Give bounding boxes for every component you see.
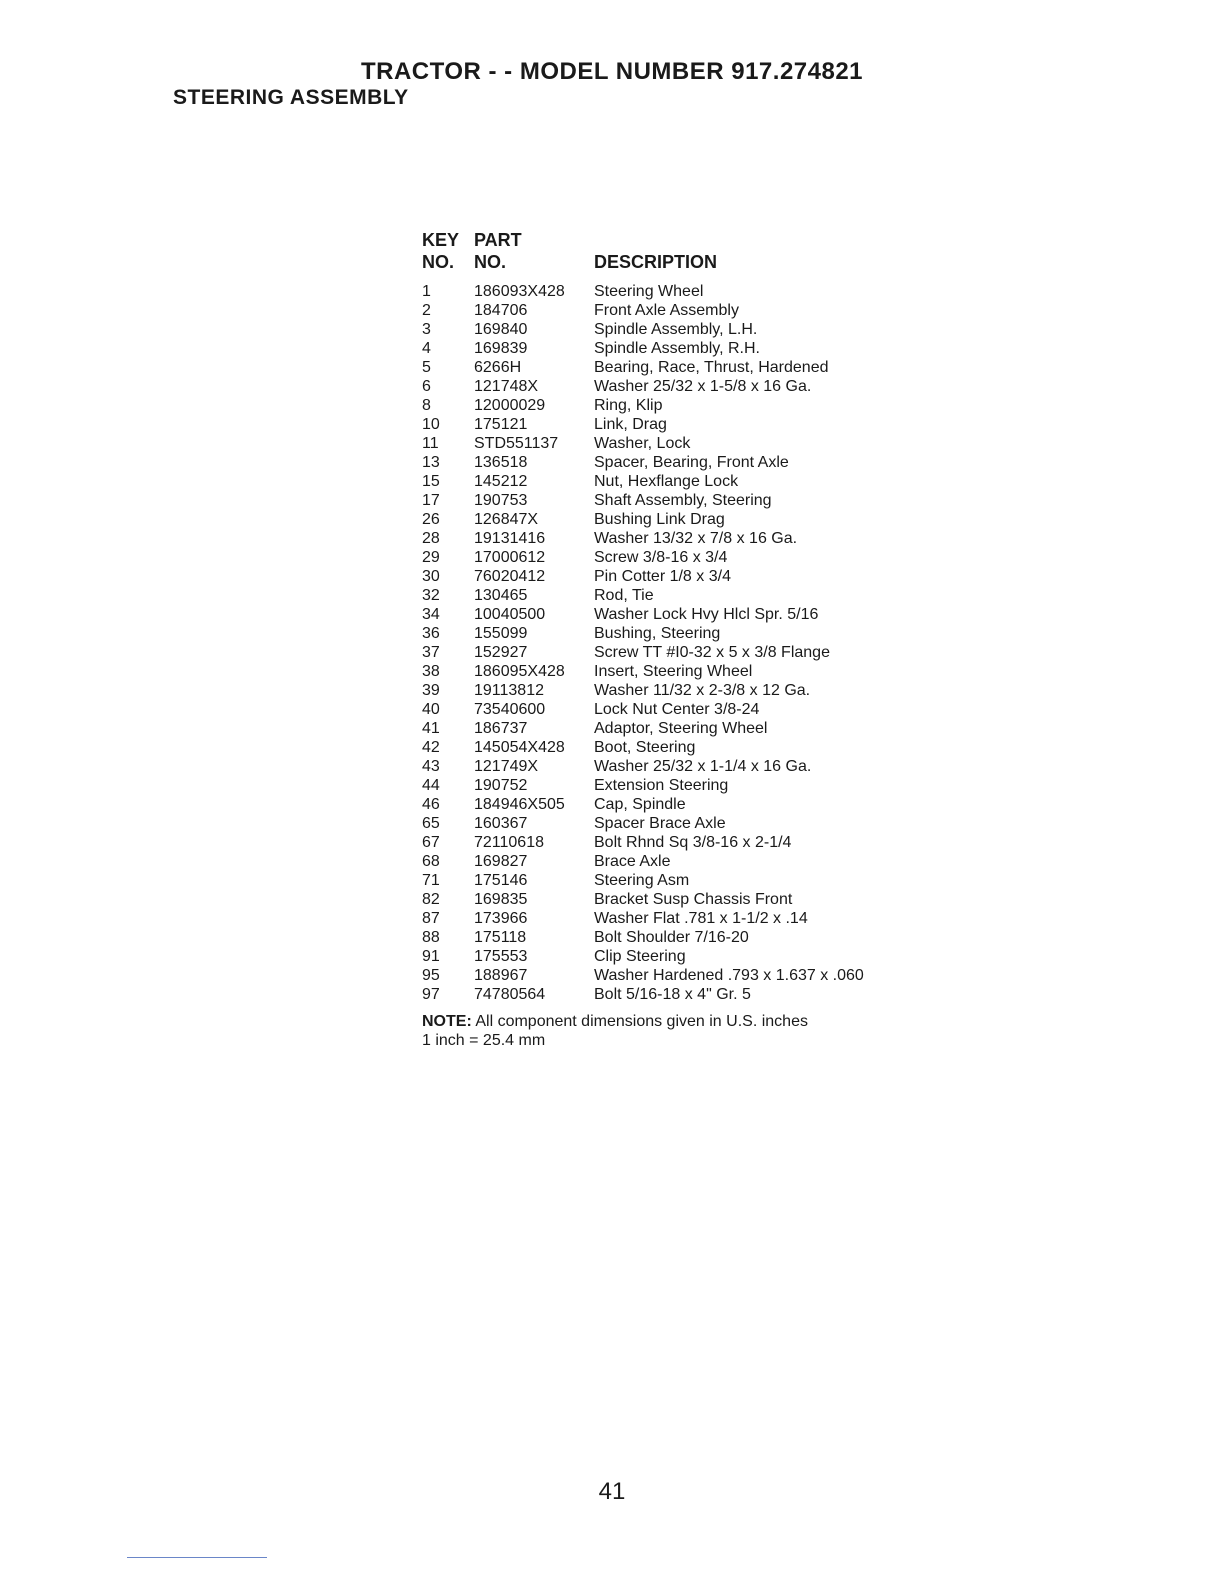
- part-description: Clip Steering: [594, 948, 686, 965]
- part-number: 73540600: [474, 701, 546, 718]
- part-description: Spindle Assembly, R.H.: [594, 340, 760, 357]
- part-description: Nut, Hexflange Lock: [594, 473, 739, 490]
- key-number: 6: [422, 378, 431, 395]
- part-number: 12000029: [474, 397, 546, 414]
- part-description: Brace Axle: [594, 853, 671, 870]
- parts-table-body: [422, 282, 922, 1004]
- table-row: [422, 491, 922, 510]
- part-number: 19113812: [474, 682, 544, 699]
- table-row: [422, 643, 922, 662]
- key-number: 71: [422, 872, 440, 889]
- header-part-line2: NO.: [474, 252, 507, 272]
- part-description: Bushing Link Drag: [594, 511, 725, 528]
- table-row: [422, 529, 922, 548]
- part-number: 17000612: [474, 549, 546, 566]
- table-row: [422, 624, 922, 643]
- part-description: Screw TT #I0-32 x 5 x 3/8 Flange: [594, 644, 830, 661]
- part-number: 145212: [474, 473, 528, 490]
- part-description: Front Axle Assembly: [594, 302, 739, 319]
- part-number: 155099: [474, 625, 528, 642]
- part-number: 160367: [474, 815, 528, 832]
- table-row: [422, 757, 922, 776]
- note-text: All component dimensions given in U.S. inches: [475, 1013, 808, 1030]
- part-description: Steering Wheel: [594, 283, 704, 300]
- part-number: STD551137: [474, 435, 559, 452]
- key-number: 36: [422, 625, 440, 642]
- header-description: DESCRIPTION: [594, 252, 718, 272]
- table-row: [422, 890, 922, 909]
- key-number: 32: [422, 587, 440, 604]
- note-label: NOTE:: [422, 1013, 472, 1030]
- table-row: [422, 681, 922, 700]
- part-description: Boot, Steering: [594, 739, 696, 756]
- key-number: 41: [422, 720, 440, 737]
- table-row: [422, 852, 922, 871]
- part-description: Shaft Assembly, Steering: [594, 492, 772, 509]
- part-number: 74780564: [474, 986, 546, 1003]
- header-part-line1: PART: [474, 230, 522, 250]
- part-description: Lock Nut Center 3/8-24: [594, 701, 760, 718]
- key-number: 46: [422, 796, 440, 813]
- part-number: 130465: [474, 587, 528, 604]
- part-number: 136518: [474, 454, 528, 471]
- part-number: 186737: [474, 720, 528, 737]
- key-number: 29: [422, 549, 440, 566]
- part-number: 126847X: [474, 511, 539, 528]
- part-description: Washer, Lock: [594, 435, 691, 452]
- table-row: [422, 586, 922, 605]
- part-number: 152927: [474, 644, 528, 661]
- key-number: 13: [422, 454, 440, 471]
- key-number: 88: [422, 929, 440, 946]
- key-number: 40: [422, 701, 440, 718]
- key-number: 4: [422, 340, 431, 357]
- header-key-line2: NO.: [422, 252, 455, 272]
- part-description: Extension Steering: [594, 777, 729, 794]
- part-number: 184946X505: [474, 796, 565, 813]
- table-row: [422, 928, 922, 947]
- key-number: 38: [422, 663, 440, 680]
- table-row: [422, 548, 922, 567]
- key-number: 28: [422, 530, 440, 547]
- table-row: [422, 453, 922, 472]
- table-row: [422, 795, 922, 814]
- part-description: Ring, Klip: [594, 397, 663, 414]
- part-number: 190752: [474, 777, 528, 794]
- part-number: 169840: [474, 321, 528, 338]
- key-number: 15: [422, 473, 440, 490]
- section-title: STEERING ASSEMBLY: [173, 86, 409, 109]
- key-number: 8: [422, 397, 431, 414]
- table-row: [422, 358, 922, 377]
- bottom-rule: [127, 1557, 267, 1558]
- part-description: Washer Lock Hvy Hlcl Spr. 5/16: [594, 606, 819, 623]
- part-number: 169839: [474, 340, 528, 357]
- part-description: Bearing, Race, Thrust, Hardened: [594, 359, 829, 376]
- part-number: 186093X428: [474, 283, 565, 300]
- table-row: [422, 282, 922, 301]
- table-row: [422, 415, 922, 434]
- part-description: Bolt Shoulder 7/16-20: [594, 929, 749, 946]
- table-row: [422, 301, 922, 320]
- part-number: 184706: [474, 302, 528, 319]
- page-title: TRACTOR - - MODEL NUMBER 917.274821: [360, 58, 864, 85]
- key-number: 34: [422, 606, 440, 623]
- table-row: [422, 700, 922, 719]
- note-line: [422, 1012, 922, 1031]
- table-row: [422, 985, 922, 1004]
- table-row: [422, 814, 922, 833]
- parts-list: [422, 228, 922, 1050]
- table-row: [422, 719, 922, 738]
- key-number: 68: [422, 853, 440, 870]
- part-description: Washer Flat .781 x 1-1/2 x .14: [594, 910, 808, 927]
- table-row: [422, 377, 922, 396]
- part-description: Bushing, Steering: [594, 625, 721, 642]
- key-number: 91: [422, 948, 440, 965]
- part-description: Spacer Brace Axle: [594, 815, 726, 832]
- part-number: 6266H: [474, 359, 522, 376]
- part-number: 121749X: [474, 758, 539, 775]
- table-row: [422, 339, 922, 358]
- table-row: [422, 871, 922, 890]
- part-description: Adaptor, Steering Wheel: [594, 720, 768, 737]
- table-row: [422, 510, 922, 529]
- key-number: 30: [422, 568, 440, 585]
- part-description: Washer 25/32 x 1-1/4 x 16 Ga.: [594, 758, 812, 775]
- page-number: 41: [598, 1478, 626, 1505]
- key-number: 67: [422, 834, 440, 851]
- part-number: 10040500: [474, 606, 546, 623]
- key-number: 10: [422, 416, 440, 433]
- key-number: 17: [422, 492, 440, 509]
- part-number: 188967: [474, 967, 528, 984]
- part-description: Bolt 5/16-18 x 4" Gr. 5: [594, 986, 751, 1003]
- part-number: 72110618: [474, 834, 544, 851]
- part-number: 121748X: [474, 378, 539, 395]
- table-row: [422, 434, 922, 453]
- key-number: 95: [422, 967, 440, 984]
- table-row: [422, 320, 922, 339]
- part-number: 76020412: [474, 568, 546, 585]
- key-number: 82: [422, 891, 440, 908]
- part-description: Washer 25/32 x 1-5/8 x 16 Ga.: [594, 378, 812, 395]
- key-number: 5: [422, 359, 431, 376]
- part-description: Steering Asm: [594, 872, 690, 889]
- key-number: 65: [422, 815, 440, 832]
- part-number: 186095X428: [474, 663, 565, 680]
- part-number: 173966: [474, 910, 528, 927]
- part-description: Washer 11/32 x 2-3/8 x 12 Ga.: [594, 682, 811, 699]
- part-description: Pin Cotter 1/8 x 3/4: [594, 568, 731, 585]
- key-number: 37: [422, 644, 440, 661]
- note-conversion: 1 inch = 25.4 mm: [422, 1032, 546, 1049]
- table-row: [422, 738, 922, 757]
- table-row: [422, 833, 922, 852]
- part-number: 169827: [474, 853, 528, 870]
- table-row: [422, 909, 922, 928]
- key-number: 42: [422, 739, 440, 756]
- key-number: 3: [422, 321, 431, 338]
- key-number: 43: [422, 758, 440, 775]
- key-number: 11: [422, 435, 439, 452]
- part-number: 145054X428: [474, 739, 565, 756]
- key-number: 39: [422, 682, 440, 699]
- header-key-line1: KEY: [422, 230, 460, 250]
- key-number: 87: [422, 910, 440, 927]
- part-description: Rod, Tie: [594, 587, 654, 604]
- part-description: Bolt Rhnd Sq 3/8-16 x 2-1/4: [594, 834, 792, 851]
- key-number: 97: [422, 986, 440, 1003]
- part-number: 190753: [474, 492, 528, 509]
- table-row: [422, 567, 922, 586]
- part-description: Insert, Steering Wheel: [594, 663, 753, 680]
- part-number: 175553: [474, 948, 528, 965]
- part-number: 175146: [474, 872, 528, 889]
- part-number: 175118: [474, 929, 527, 946]
- table-row: [422, 472, 922, 491]
- part-description: Bracket Susp Chassis Front: [594, 891, 793, 908]
- table-row: [422, 396, 922, 415]
- part-description: Spacer, Bearing, Front Axle: [594, 454, 789, 471]
- key-number: 2: [422, 302, 431, 319]
- part-description: Spindle Assembly, L.H.: [594, 321, 758, 338]
- key-number: 44: [422, 777, 440, 794]
- key-number: 26: [422, 511, 440, 528]
- note: [422, 1012, 922, 1050]
- part-description: Washer 13/32 x 7/8 x 16 Ga.: [594, 530, 798, 547]
- part-description: Washer Hardened .793 x 1.637 x .060: [594, 967, 864, 984]
- part-description: Screw 3/8-16 x 3/4: [594, 549, 728, 566]
- table-row: [422, 605, 922, 624]
- part-description: Link, Drag: [594, 416, 667, 433]
- part-number: 19131416: [474, 530, 546, 547]
- table-row: [422, 776, 922, 795]
- table-row: [422, 662, 922, 681]
- key-number: 1: [422, 283, 431, 300]
- part-number: 169835: [474, 891, 528, 908]
- part-description: Cap, Spindle: [594, 796, 686, 813]
- part-number: 175121: [474, 416, 528, 433]
- table-row: [422, 947, 922, 966]
- parts-table-header: [422, 228, 922, 274]
- table-row: [422, 966, 922, 985]
